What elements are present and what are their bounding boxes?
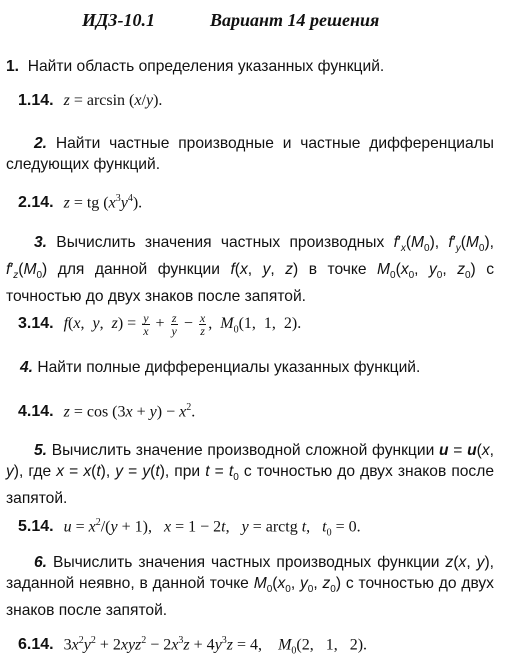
task-3-formula: 3.14. f(x, y, z) = $\frac{y}{x}$ + $\frac{z}{y}$ − $\frac{x}{z}$ , $M_0(1$, 1, 2). (18, 311, 302, 338)
task-4-id: 4.14. (18, 403, 54, 421)
task-6-statement: 6. Вычислить значения частных производных функции z(x, y), заданной неявно, в данной точке $M_0(x_0$, $y_0$, $z_0$) с точностью до двух знаков после запятой. (6, 554, 494, 620)
task-4-number: 4. (20, 359, 34, 376)
task-4-formula: 4.14. $z = \cos (3x + y) - x^2$. (18, 402, 196, 421)
variant-title: Вариант 14 решения (210, 10, 380, 30)
task-3-statement: 3. Вычислить значения частных производных $f'_x(M_0)$, $f'_y(M_0)$, $f'_z(M_0)$ для данной функции f(x, y, z) в точке $M_0(x_0$, $y_0$, $z_0$) с точностью до двух знаков после запятой. (6, 234, 495, 306)
task-1-number: 1. (6, 58, 20, 75)
task-6-formula: 6.14. $3x^2y^2 + 2xyz^2 - 2x^3z + 4y^3z = 4$, $M_0(2$, 1, 2). (18, 635, 368, 657)
task-5-formula: 5.14. $u = x^2/(y + 1)$, x = 1 − 2t, y = arctg t, $t_0 = 0$. (18, 517, 361, 539)
task-3-id: 3.14. (18, 315, 54, 333)
task-2-statement (6, 133, 494, 175)
task-1-statement (6, 56, 494, 77)
task-4-text: Найти полные дифференциалы указанных функций. (37, 359, 421, 376)
task-2-formula: 2.14. z = tg $(x^3y^4)$. (18, 193, 143, 212)
task-2-number: 2. (34, 135, 48, 152)
task-2-text: Найти частные производные и частные дифференциалы следующих функций. (6, 135, 494, 173)
doc-id: ИДЗ-10.1 (82, 10, 155, 30)
task-6-id: 6.14. (18, 636, 54, 654)
task-5-statement: 5. Вычислить значение производной сложной функции u = u(x, y), где x = x(t), y = y(t), при $t = t_0$ с точностью до двух знаков после запятой. (6, 442, 494, 508)
task-1-text: Найти область определения указанных функций. (27, 58, 385, 75)
task-4-statement (6, 357, 494, 378)
task-1-formula: 1.14. z = arcsin (x/y). (18, 92, 163, 109)
task-2-id: 2.14. (18, 194, 54, 212)
task-1-id: 1.14. (18, 92, 54, 109)
task-5-id: 5.14. (18, 518, 54, 536)
page-header (0, 10, 521, 34)
